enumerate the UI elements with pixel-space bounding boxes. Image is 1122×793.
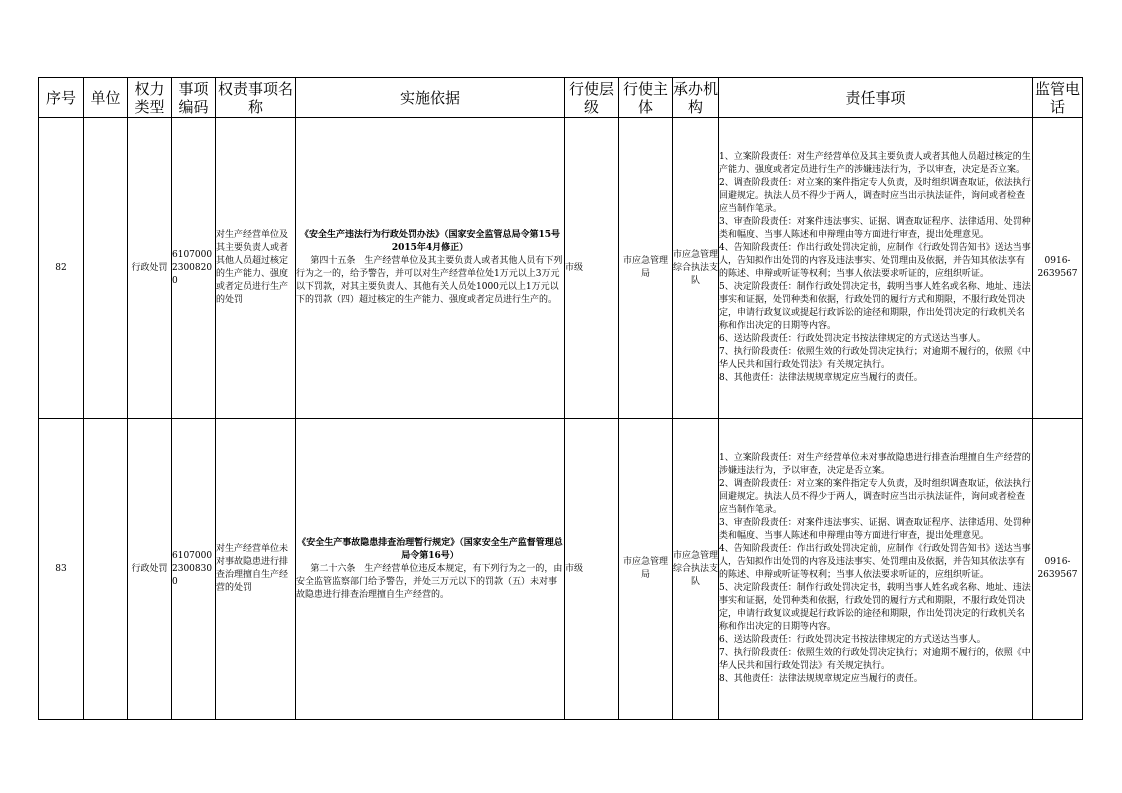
duty-item: 4、告知阶段责任：作出行政处罚决定前，应制作《行政处罚告知书》送达当事人，告知拟作出处罚的内容及违法事实、处罚理由及依据，并告知其依法享有的陈述、申辩或听证等权利；当事人依法要求听证的，应组织听证。 — [719, 544, 1031, 580]
basis-title: 《安全生产事故隐患排查治理暂行规定》（国家安全生产监督管理总局令第16号） — [297, 537, 563, 561]
header-agency: 承办机构 — [673, 79, 719, 116]
header-basis: 实施依据 — [296, 78, 565, 118]
duty-item: 6、送达阶段责任：行政处罚决定书按法律规定的方式送达当事人。 — [719, 635, 986, 645]
duty-item: 6、送达阶段责任：行政处罚决定书按法律规定的方式送达当事人。 — [719, 334, 986, 344]
header-code: 事项编码 — [172, 78, 216, 118]
row-basis — [296, 118, 565, 419]
duty-item: 4、告知阶段责任：作出行政处罚决定前，应制作《行政处罚告知书》送达当事人，告知拟作出处罚的内容及违法事实、处罚理由及依据，并告知其依法享有的陈述、申辩或听证等权利；当事人依法要求听证的，应组织听证。 — [719, 243, 1031, 279]
duty-item: 7、执行阶段责任：依照生效的行政处罚决定执行；对逾期不履行的，依照《中华人民共和国行政处罚法》有关规定执行。 — [719, 347, 1031, 370]
row-index: 83 — [39, 419, 84, 720]
row-duties — [719, 118, 1033, 419]
duty-item: 3、审查阶段责任：对案件违法事实、证据、调查取证程序、法律适用、处罚种类和幅度、当事人陈述和申辩理由等方面进行审查，提出处理意见。 — [719, 217, 1031, 240]
table-row — [39, 419, 1083, 720]
row-phone: 0916-2639567 — [1033, 118, 1083, 419]
duty-item: 1、立案阶段责任：对生产经营单位未对事故隐患进行排查治理擅自生产经营的涉嫌违法行为，予以审查，决定是否立案。 — [719, 453, 1031, 476]
row-level: 市级 — [565, 118, 619, 419]
row-code: 610700023008200 — [172, 118, 216, 419]
row-code: 610700023008300 — [172, 419, 216, 720]
row-item-name: 对生产经营单位未对事故隐患进行排查治理擅自生产经营的处罚 — [216, 419, 296, 720]
row-duties — [719, 419, 1033, 720]
basis-body: 第四十五条 生产经营单位及其主要负责人或者其他人员有下列行为之一的，给予警告，并可以对生产经营单位处1万元以上3万元以下罚款，对其主要负责人、其他有关人员处1000元以上1万元以下的罚款（四）超过核定的生产能力、强度或者定员进行生产的。 — [296, 256, 563, 305]
row-subject: 市应急管理局 — [619, 419, 673, 720]
row-item-name: 对生产经营单位及其主要负责人或者其他人员超过核定的生产能力、强度或者定员进行生产的处罚 — [216, 118, 296, 419]
header-index: 序号 — [39, 78, 84, 118]
duty-item: 3、审查阶段责任：对案件违法事实、证据、调查取证程序、法律适用、处罚种类和幅度、当事人陈述和申辩理由等方面进行审查，提出处理意见。 — [719, 518, 1031, 541]
row-index: 82 — [39, 118, 84, 419]
header-item-name: 权责事项名称 — [216, 78, 296, 118]
row-basis — [296, 419, 565, 720]
duty-item: 8、其他责任：法律法规规章规定应当履行的责任。 — [719, 674, 923, 684]
duty-item: 5、决定阶段责任：制作行政处罚决定书，载明当事人姓名或名称、地址、违法事实和证据，处罚种类和依据，行政处罚的履行方式和期限，不服行政处罚决定，申请行政复议或提起行政诉讼的途径和期限，作出处罚决定的行政机关名称和作出决定的日期等内容。 — [719, 583, 1031, 632]
row-phone: 0916-2639567 — [1033, 419, 1083, 720]
duty-item: 1、立案阶段责任：对生产经营单位及其主要负责人或者其他人员超过核定的生产能力、强度或者定员进行生产的涉嫌违法行为，予以审查，决定是否立案。 — [719, 152, 1031, 175]
row-subject: 市应急管理局 — [619, 118, 673, 419]
header-row — [39, 78, 1083, 118]
duty-item: 5、决定阶段责任：制作行政处罚决定书，载明当事人姓名或名称、地址、违法事实和证据，处罚种类和依据，行政处罚的履行方式和期限，不服行政处罚决定，申请行政复议或提起行政诉讼的途径和期限，作出处罚决定的行政机关名称和作出决定的日期等内容。 — [719, 282, 1031, 331]
power-responsibility-table — [38, 77, 1083, 720]
row-agency: 市应急管理综合执法支队 — [673, 118, 719, 419]
basis-title: 《安全生产违法行为行政处罚办法》（国家安全监管总局令第15号 2015年4月修正） — [299, 230, 561, 253]
duty-item: 7、执行阶段责任：依照生效的行政处罚决定执行；对逾期不履行的，依照《中华人民共和国行政处罚法》有关规定执行。 — [719, 648, 1031, 671]
row-power-type: 行政处罚 — [128, 419, 172, 720]
header-duties: 责任事项 — [719, 78, 1033, 118]
row-unit — [84, 118, 128, 419]
header-phone: 监管电话 — [1033, 78, 1083, 118]
header-unit: 单位 — [84, 78, 128, 118]
basis-body: 第二十六条 生产经营单位违反本规定，有下列行为之一的，由安全监管监察部门给予警告，并处三万元以下的罚款（五）未对事故隐患进行排查治理擅自生产经营的。 — [296, 563, 563, 600]
table-row — [39, 118, 1083, 419]
row-unit — [84, 419, 128, 720]
duty-item: 2、调查阶段责任：对立案的案件指定专人负责，及时组织调查取证，依法执行回避规定。执法人员不得少于两人，调查时应当出示执法证件，询问或者检查应当制作笔录。 — [719, 479, 1031, 515]
header-subject: 行使主体 — [619, 78, 673, 118]
row-level: 市级 — [565, 419, 619, 720]
row-power-type: 行政处罚 — [128, 118, 172, 419]
header-level: 行使层级 — [565, 78, 619, 118]
header-power-type: 权力类型 — [128, 78, 172, 118]
duty-item: 2、调查阶段责任：对立案的案件指定专人负责，及时组织调查取证，依法执行回避规定。执法人员不得少于两人，调查时应当出示执法证件，询问或者检查应当制作笔录。 — [719, 178, 1031, 214]
duty-item: 8、其他责任：法律法规规章规定应当履行的责任。 — [719, 373, 923, 383]
row-agency: 市应急管理综合执法支队 — [673, 419, 719, 720]
